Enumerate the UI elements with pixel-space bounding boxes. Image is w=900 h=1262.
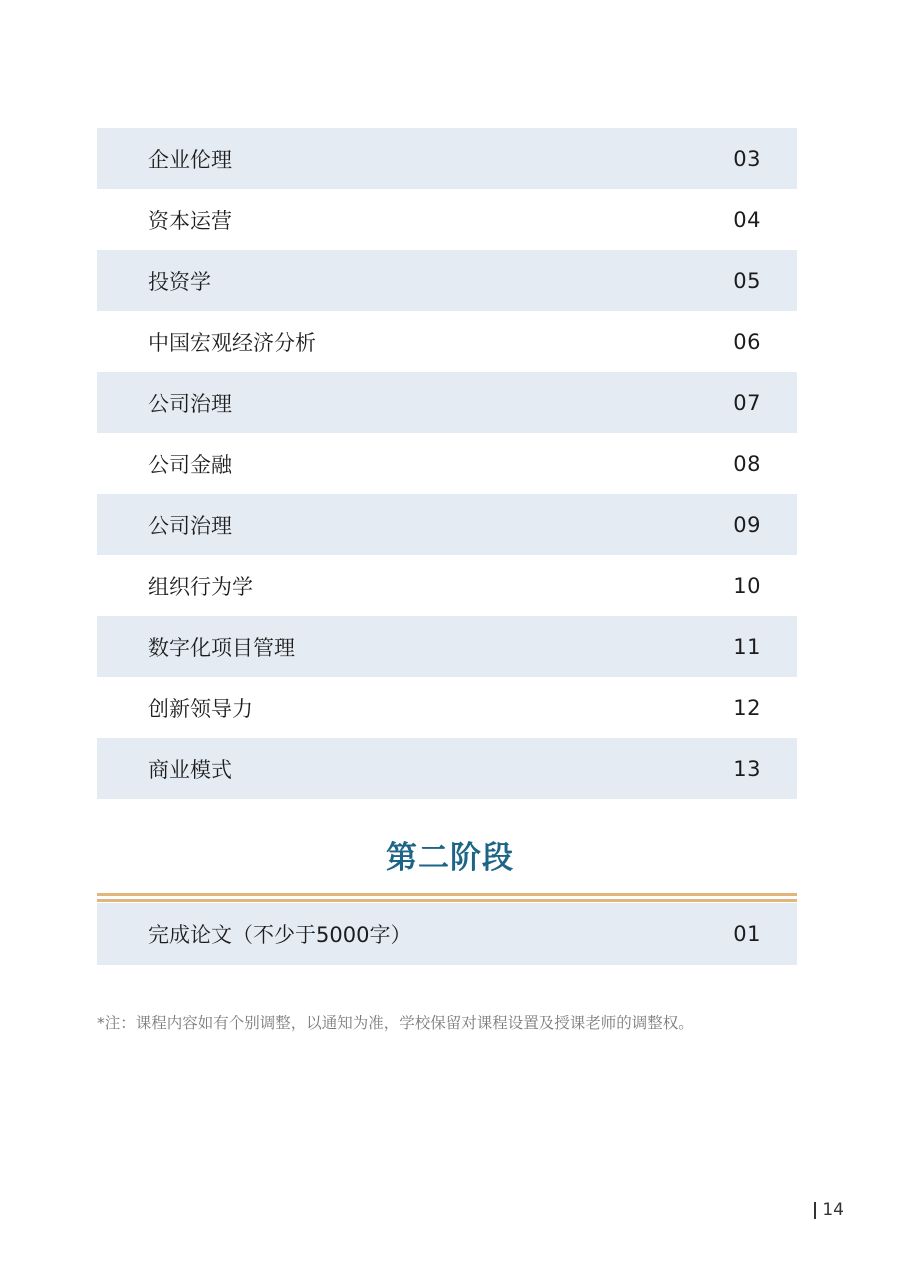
course-name: 数字化项目管理 [148,635,295,660]
course-name: 公司金融 [148,452,232,477]
table-row [97,250,797,311]
course-page: 12 [733,695,761,720]
course-name: 资本运营 [148,208,232,233]
course-page: 08 [733,451,761,476]
page-number-value: 14 [822,1200,844,1220]
table-row [97,372,797,433]
course-page: 01 [733,922,761,946]
footnote: *注：课程内容如有个别调整，以通知为准，学校保留对课程设置及授课老师的调整权。 [97,1014,694,1032]
table-row [97,738,797,799]
table-row [97,189,797,250]
course-name: 创新领导力 [148,696,253,721]
course-page: 10 [733,573,761,598]
table-row [97,494,797,555]
course-page: 11 [733,634,761,659]
page-number [814,1200,844,1220]
stage-title: 第二阶段 [386,840,514,876]
course-table [97,128,797,799]
course-name: 商业模式 [148,757,232,782]
course-page: 13 [733,756,761,781]
divider-rule [97,893,797,896]
course-name: 企业伦理 [148,147,232,172]
table-row [97,616,797,677]
table-row [97,433,797,494]
stage2-table [97,903,797,965]
course-page: 06 [733,329,761,354]
table-row [97,903,797,965]
table-row [97,555,797,616]
page-number-bar [814,1202,816,1219]
course-page: 09 [733,512,761,537]
course-name: 投资学 [148,269,211,294]
course-page: 07 [733,390,761,415]
course-page: 04 [733,207,761,232]
table-row [97,311,797,372]
course-page: 03 [733,146,761,171]
course-name: 组织行为学 [148,574,253,599]
course-name: 公司治理 [148,513,232,538]
course-name: 中国宏观经济分析 [148,330,316,355]
course-name: 完成论文（不少于5000字） [148,923,412,947]
table-row [97,128,797,189]
divider-rule [97,899,797,902]
table-row [97,677,797,738]
course-page: 05 [733,268,761,293]
course-name: 公司治理 [148,391,232,416]
